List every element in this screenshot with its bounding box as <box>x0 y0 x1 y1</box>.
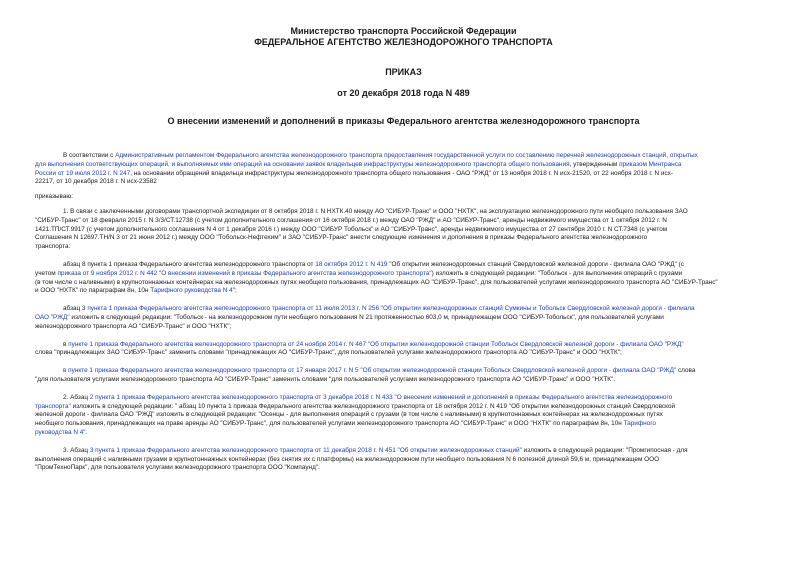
amendment-paragraph <box>35 305 805 331</box>
text: в <box>63 340 69 348</box>
order-link[interactable]: 18 октября 2012 г. N 419 <box>315 260 388 268</box>
text: изложить в следующей редакции: "Промгипосная - для <box>521 446 688 454</box>
text: , утвержденным <box>569 160 620 168</box>
text: и ООО "НХТК" по параграфам 8н, 10н <box>35 287 151 295</box>
text-line: "ПромТехноПарк", для пользователя услугами железнодорожного транспорта ООО "Компаунд". <box>35 464 320 472</box>
amendment-paragraph <box>35 261 805 296</box>
text-line <box>35 152 805 161</box>
text-line <box>35 403 805 412</box>
text-line <box>35 170 805 179</box>
item-1-paragraph <box>35 208 805 252</box>
text-line <box>35 367 805 376</box>
ministry-heading: Министерство транспорта Российской Федерации <box>290 26 517 36</box>
text-line: слова "принадлежащих ЗАО "СИБУР-Транс" заменить словами "принадлежащих АО "СИБУР-Транс", для пользователей услугами железнодорожного транспорта АО "СИБУР-Транс" и ООО "НХТК"; <box>35 349 622 357</box>
text-line <box>35 394 805 403</box>
text-line: транспорта: <box>35 243 71 251</box>
text: 2. Абзац <box>63 393 90 401</box>
text-line <box>35 420 805 429</box>
order-title: ПРИКАЗ <box>385 67 422 77</box>
text: необщего пользования, принадлежащих на праве аренды АО "СИБУР-Транс", для пользователей услугами железнодорожного транспорта АО "СИБУР-Транс" и ООО "НХТК" по параграфам 8н, 10н <box>35 420 624 428</box>
regulation-link[interactable]: Административным регламентом Федерального агентства железнодорожного транспорта предоставления государственной услуги по составлению перечней железнодорожных станций, открытых <box>115 152 698 159</box>
text-line <box>35 314 805 323</box>
agency-heading: ФЕДЕРАЛЬНОЕ АГЕНТСТВО ЖЕЛЕЗНОДОРОЖНОГО ТРАНСПОРТА <box>254 37 553 47</box>
order-link[interactable]: приказа от 9 ноября 2012 г. N 442 "О внесении изменений в приказы Федерального агентства железнодорожного транспорта" <box>57 269 432 277</box>
text-line <box>35 341 805 350</box>
order-link[interactable]: 2 пункта 1 приказа Федерального агентства железнодорожного транспорта от 3 декабря 2018 г. N 433 "О внесении изменений и дополнений в приказы Федерального агентства железнодорожного <box>89 393 673 401</box>
order-link[interactable]: транспорта" <box>35 402 71 410</box>
order-link[interactable]: пункта 1 приказа Федерального агентства железнодорожного транспорта от 11 июля 2013 г. N 256 "Об открытии железнодорожных станций Сумкины и Тобольск Свердловской железной дороги - филиала <box>87 305 695 313</box>
text: ". <box>83 428 88 436</box>
orders-line: приказываю: <box>35 193 73 201</box>
order-link[interactable]: ОАО "РЖД" <box>35 313 70 321</box>
text: "Об открытии железнодорожных станций Свердловской железной дороги - филиала ОАО "РЖД" (с <box>387 260 684 268</box>
tariff-guide-link[interactable]: Тарифного <box>623 420 656 428</box>
order-subject: О внесении изменений и дополнений в приказы Федерального агентства железнодорожного транспорта <box>167 116 640 126</box>
text-line: 22217, от 10 декабря 2018 г. N исх-23582 <box>35 178 157 186</box>
text-line: Соглашения N 12697.ТН/N 3 от 21 июня 2012 г.) между ООО "Тобольск-Нефтехим" и ЗАО "СИБУР-Транс" внести следующие изменения и дополнения в приказы Федерального агентства железнодорожного <box>35 234 648 242</box>
regulation-link[interactable]: для выполнения соответствующих операций, и выполняемых ими операций на основании заявок владельцев инфраструктуры железнодорожного транспорта общего пользования <box>35 160 570 168</box>
text-line: 1421.ТП/СТ.9917 (с учетом дополнительного соглашения N 4 от 1 декабря 2016 г.) между ООО "СИБУР Тобольск" и АО "СИБУР-Транс", аренды недвижимого имущества от 27 сентября 2010 г. N СТ.7348 (с учетом <box>35 225 668 233</box>
order-link[interactable]: пункте 1 приказа Федерального агентства железнодорожного транспорта от 24 ноября 2014 г. N 467 "Об открытии железнодорожной станции Тобольск Свердловской железной дороги - филиала ОАО "РЖД" <box>68 340 684 348</box>
text-line: железнодорожного транспорта АО "СИБУР-Транс" и ООО "НХТК"; <box>35 322 232 330</box>
text-line: "для пользователя услугами железнодорожного транспорта АО "СИБУР-Транс" заменить словами "для пользователей услугами железнодорожного транспорта АО "СИБУР-Транс" и ООО "НХТК". <box>35 375 616 383</box>
document-body <box>35 152 805 473</box>
text: , на основании обращений владельца инфраструктуры железнодорожного транспорта общего пользования - ОАО "РЖД" от 13 ноября 2018 г. N исх-21520, от 22 ноября 2018 г. N исх- <box>130 169 673 177</box>
order-link[interactable]: 3 пункта 1 приказа Федерального агентства железнодорожного транспорта от 11 декабря 2018 г. N 451 "Об открытии железнодорожных станций" <box>89 446 522 454</box>
text-line: выполнения операций с наливными грузами в крупнотоннажных контейнерах (без снятия их с платформы) на железнодорожном пути необщего пользования N 6 полезной длиной 59,6 м, принадлежащем ООО <box>35 455 660 463</box>
amendment-paragraph <box>35 367 805 385</box>
mintrans-order-link[interactable]: России от 19 июля 2012 г. N 247 <box>35 169 131 177</box>
text: ) изложить в следующей редакции: "Тобольск - для выполнения операций с грузами <box>431 269 683 277</box>
mintrans-order-link[interactable]: приказом Минтранса <box>619 160 682 168</box>
text-line <box>35 261 805 270</box>
text: слова <box>676 367 696 375</box>
text-line: 1. В связи с заключенными договорами транспортной экспедиции от 8 октября 2018 г. N НХТК.40 между АО "СИБУР-Транс" и ООО "НХТК", на эксплуатацию железнодорожного пути необщего пользования ЗАО <box>63 207 688 215</box>
order-date: от 20 декабря 2018 года N 489 <box>337 88 470 98</box>
tariff-guide-link[interactable]: руководства N 4 <box>35 428 84 436</box>
preamble-paragraph <box>35 152 805 187</box>
amendment-paragraph <box>35 341 805 359</box>
text-line <box>35 270 805 279</box>
tariff-guide-link[interactable]: Тарифного руководства N 4 <box>150 287 233 295</box>
text-line <box>35 305 805 314</box>
text: В соответствии с <box>63 152 116 159</box>
text: абзац 3 <box>63 305 88 313</box>
text: 3. Абзац <box>63 446 90 454</box>
item-2-paragraph <box>35 394 805 438</box>
text-line: (в том числе с наливными) в крупнотоннажных контейнерах на железнодорожных путях необщего пользования, принадлежащих АО "СИБУР-Транс", для пользователей услугами железнодорожного транспорта АО "СИБУР-Транс" <box>35 278 718 286</box>
text: "; <box>232 287 237 295</box>
order-link[interactable]: в пункте 1 приказа Федерального агентства железнодорожного транспорта от 17 января 2017 г. N 5 "Об открытии железнодорожной станции Тобольск Свердловской железной дороги - филиала ОАО "РЖД" <box>63 367 677 375</box>
text: изложить в следующей редакции: " абзац 10 пункта 1 приказа Федерального агентства железнодорожного транспорта от 18 октября 2012 г. N 419 "Об открытии железнодорожных станций Свердловской <box>70 402 676 410</box>
text: изложить в следующей редакции: "Тобольск - на железнодорожном пути необщего пользования N 21 протяженностью 603,0 м, принадлежащем ООО "СИБУР-Тобольск", для пользователей услугами <box>69 313 664 321</box>
text-line: железной дороги - филиала ОАО "РЖД" изложить в следующей редакции: "Осенцы - для выполнения операций с грузами (в том числе с наливными) в крупнотоннажных контейнерах на железнодорожных путях <box>35 411 663 419</box>
text: абзац 8 пункта 1 приказа Федерального агентства железнодорожного транспорта от <box>63 260 316 268</box>
text-line <box>35 161 805 170</box>
text-line <box>35 429 805 438</box>
text-line: "СИБУР-Транс" от 18 февраля 2015 г. N 3/3/СТ.12738 (с учетом дополнительного соглашения от 16 октября 2018 г.) между ОАО "РЖД" и АО "СИБУР-Транс", аренды недвижимого имущества от 1 октября 2012 г. N <box>35 216 667 224</box>
text-line <box>35 447 805 456</box>
item-3-paragraph <box>35 447 805 473</box>
text-line <box>35 287 805 296</box>
text: учетом <box>35 269 58 277</box>
